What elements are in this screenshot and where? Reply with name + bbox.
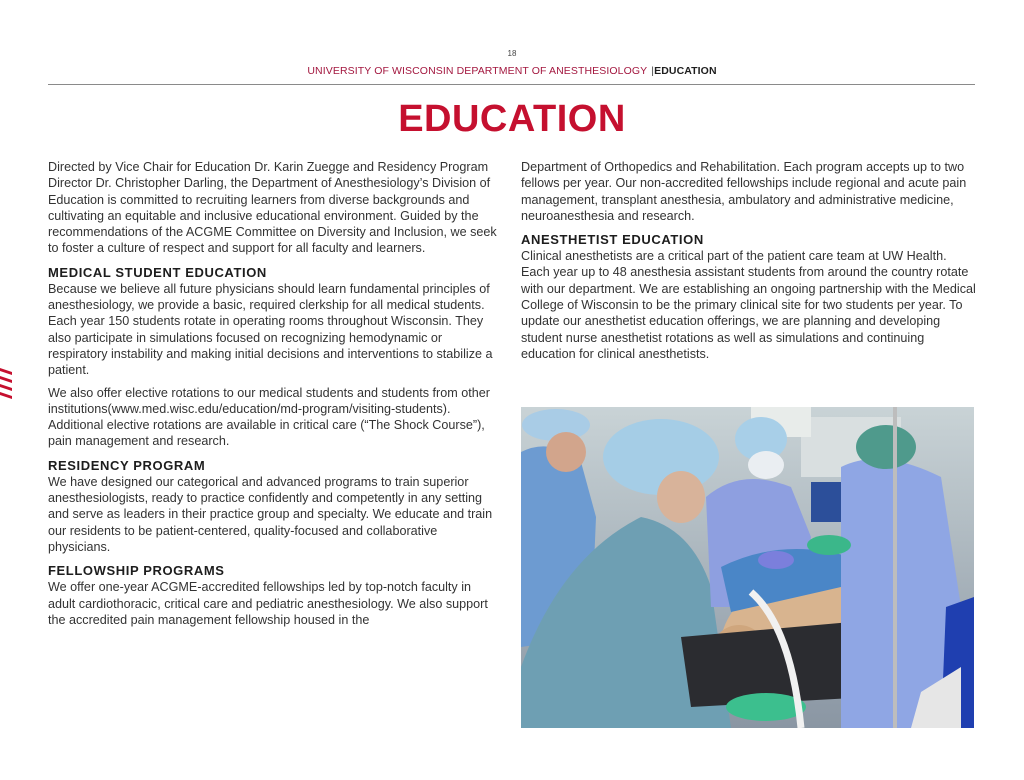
running-header (0, 65, 1024, 77)
medical-student-heading: MEDICAL STUDENT EDUCATION (48, 264, 267, 280)
header-section-name: EDUCATION (654, 65, 717, 77)
residency-heading: RESIDENCY PROGRAM (48, 457, 206, 473)
left-column (48, 159, 500, 628)
photo-illustration (521, 407, 974, 728)
medical-student-paragraph-1: Because we believe all future physicians should learn fundamental principles of anesthesiology, we provide a basic, required clerkship for all medical students. Each year 150 students rotate in operating rooms throughout Wisconsin. They also participate in simulations focused on recognizing hemodynamic or respiratory instability and making initial decisions and interventions to stabilize a patient. (48, 281, 493, 378)
header-rule (48, 84, 975, 85)
fellowship-paragraph-start: We offer one-year ACGME-accredited fellowships led by top-notch faculty in adult cardiothoracic, critical care and pediatric anesthesiology. We also support the accredited pain management fellowship housed in the (48, 580, 488, 627)
simulation-training-photo (521, 407, 974, 728)
intro-paragraph: Directed by Vice Chair for Education Dr. Karin Zuegge and Residency Program Director Dr. Christopher Darling, the Department of Anesthesiology’s Division of Education is committed to recruiting learners from diverse backgrounds and cultivating an equitable and inclusive educational environment. Guided by the recommendations of the ACGME Committee on Diversity and Inclusion, we seek to foster a culture of respect and support for all faculty and learners. (48, 160, 497, 256)
fellowship-paragraph-continued: Department of Orthopedics and Rehabilitation. Each program accepts up to two fellows per year. Our non-accredited fellowships include regional and acute pain management, transplant anesthesia, ambulatory and administrative medicine, neuroanesthesia and research. (521, 160, 967, 223)
brand-stripes-icon (0, 366, 16, 402)
page-title: EDUCATION (398, 98, 626, 140)
page-number: 18 (507, 49, 517, 58)
residency-paragraph: We have designed our categorical and advanced programs to train superior anesthesiologists, ready to practice confidently and competently in any setting and serve as leaders in their practice group and specialty. We educate and train our residents to be patient-centered, quality-focused and collaborative physicians. (48, 474, 493, 554)
right-column (521, 159, 976, 362)
publication-name: UNIVERSITY OF WISCONSIN DEPARTMENT OF ANESTHESIOLOGY (307, 65, 648, 77)
anesthetist-heading: ANESTHETIST EDUCATION (521, 232, 704, 248)
anesthetist-paragraph: Clinical anesthetists are a critical part of the patient care team at UW Health. Each year up to 48 anesthesia assistant students from around the country rotate with our department. We are establishing an ongoing partnership with the Medical College of Wisconsin to be the primary clinical site for two students per year. To update our anesthetist education offerings, we are planning and developing student nurse anesthetist rotations as well as simulations and continuing education for clinical anesthetists. (521, 249, 976, 361)
medical-student-paragraph-2: We also offer elective rotations to our medical students and students from other institutions(www.med.wisc.edu/education/md-program/visiting-students). Additional elective rotations are available in critical care (“The Shock Course”), pain management and research. (48, 385, 490, 449)
header-separator: | (651, 65, 655, 77)
fellowship-heading: FELLOWSHIP PROGRAMS (48, 563, 225, 579)
